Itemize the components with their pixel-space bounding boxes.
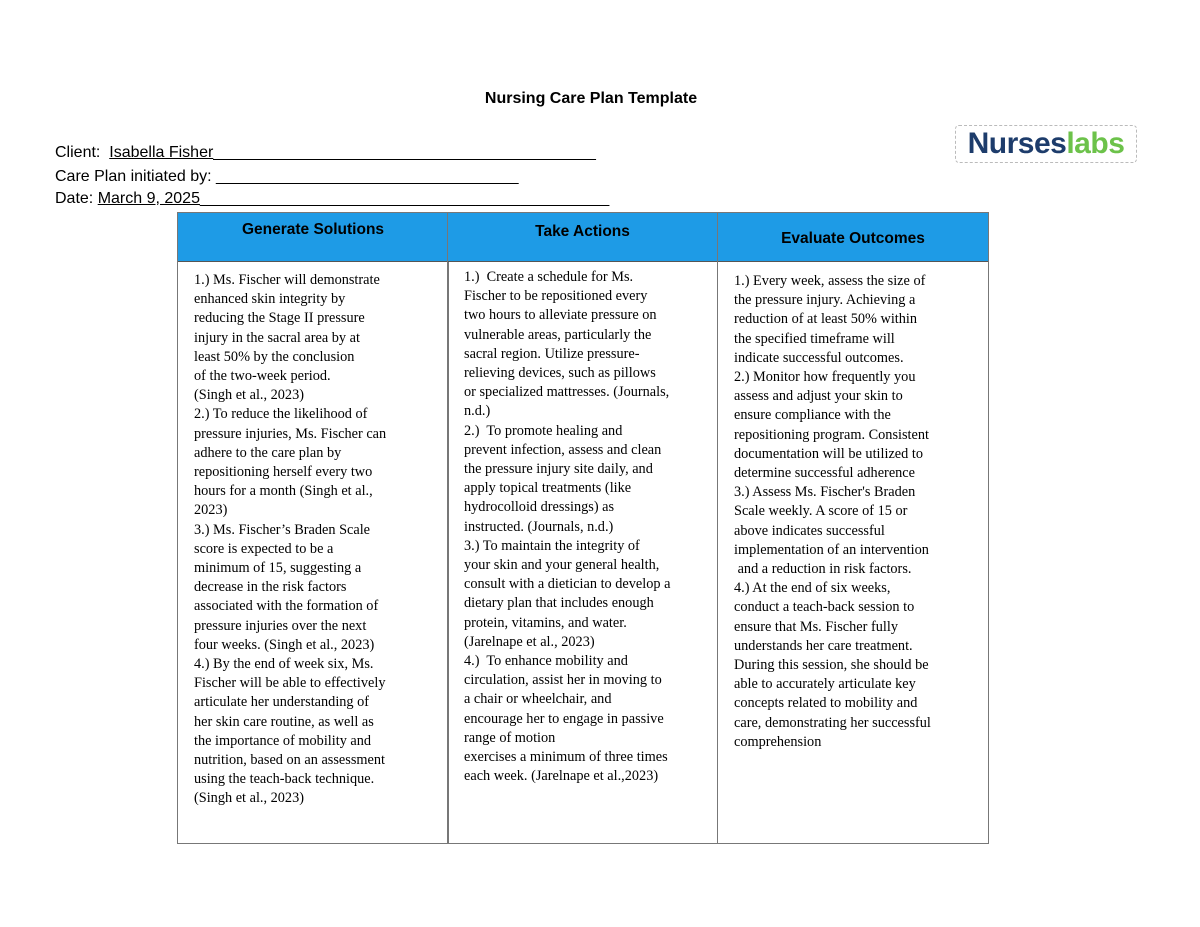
take-actions-column bbox=[447, 212, 718, 844]
header-generate-solutions: Generate Solutions bbox=[178, 213, 448, 262]
evaluate-outcomes-column bbox=[717, 212, 989, 844]
generate-solutions-column bbox=[177, 212, 449, 844]
date-value: March 9, 2025 bbox=[97, 190, 200, 207]
client-label: Client: bbox=[55, 144, 110, 161]
nurseslabs-logo bbox=[955, 125, 1137, 163]
evaluate-outcomes-content: 1.) Every week, assess the size of the pressure injury. Achieving a reduction of at least 50% within the specified timeframe will indicate successful outcomes. 2.) Monitor how frequently you assess and adjust your skin to ensure compliance with the repositioning program. Consistent documentation will be utilized to determine successful adherence 3.) Assess Ms. Fischer's Braden Scale weekly. A score of 15 or above indicates successful implementation of an intervention and a reduction in risk factors. 4.) At the end of six weeks, conduct a teach-back session to ensure that Ms. Fischer fully understands her care treatment. During this session, she should be able to accurately articulate key concepts related to mobility and care, demonstrating her successful comprehension bbox=[734, 273, 931, 750]
header-take-actions: Take Actions bbox=[448, 213, 717, 262]
document-title: Nursing Care Plan Template bbox=[484, 90, 698, 107]
take-actions-content: 1.) Create a schedule for Ms. Fischer to be repositioned every two hours to alleviate pressure on vulnerable areas, particularly the sacral region. Utilize pressure- relieving devices, such as pillows or specialized mattresses. (Journals, n.d.) 2.) To promote healing and prevent infection, assess and clean the pressure injury site daily, and apply topical treatments (like hydrocolloid dressings) as instructed. (Journals, n.d.) 3.) To maintain the integrity of your skin and your general health, consult with a dietician to develop a dietary plan that includes enough protein, vitamins, and water. (Jarelnape et al., 2023) 4.) To enhance mobility and circulation, assist her in moving to a chair or wheelchair, and encourage her to engage in passive range of motion exercises a minimum of three times each week. (Jarelnape et al.,2023) bbox=[464, 269, 671, 785]
initiated-label: Care Plan initiated by: bbox=[55, 168, 216, 185]
header-evaluate-outcomes: Evaluate Outcomes bbox=[718, 213, 988, 262]
client-underline: ___________________________________________ bbox=[213, 144, 596, 161]
date-line bbox=[55, 189, 609, 209]
generate-solutions-content: 1.) Ms. Fischer will demonstrate enhanced skin integrity by reducing the Stage II pressure injury in the sacral area by at least 50% by the conclusion of the two-week period. (Singh et al., 2023) 2.) To reduce the likelihood of pressure injuries, Ms. Fischer can adhere to the care plan by repositioning herself every two hours for a month (Singh et al., 2023) 3.) Ms. Fischer’s Braden Scale score is expected to be a minimum of 15, suggesting a decrease in the risk factors associated with the formation of pressure injuries over the next four weeks. (Singh et al., 2023) 4.) By the end of week six, Ms. Fischer will be able to effectively articulate her understanding of her skin care routine, as well as the importance of mobility and nutrition, based on an assessment using the teach-back technique. (Singh et al., 2023) bbox=[194, 272, 387, 807]
client-name: Isabella Fisher bbox=[109, 144, 214, 161]
client-line bbox=[55, 143, 596, 163]
date-underline: ______________________________________________ bbox=[199, 190, 610, 207]
logo-part-nurses: Nurses bbox=[967, 127, 1067, 160]
date-label: Date: bbox=[55, 190, 98, 207]
care-plan-initiated-line bbox=[55, 167, 519, 187]
logo-part-labs: labs bbox=[1066, 127, 1125, 160]
initiated-underline: __________________________________ bbox=[215, 168, 519, 185]
care-plan-table bbox=[177, 212, 989, 844]
